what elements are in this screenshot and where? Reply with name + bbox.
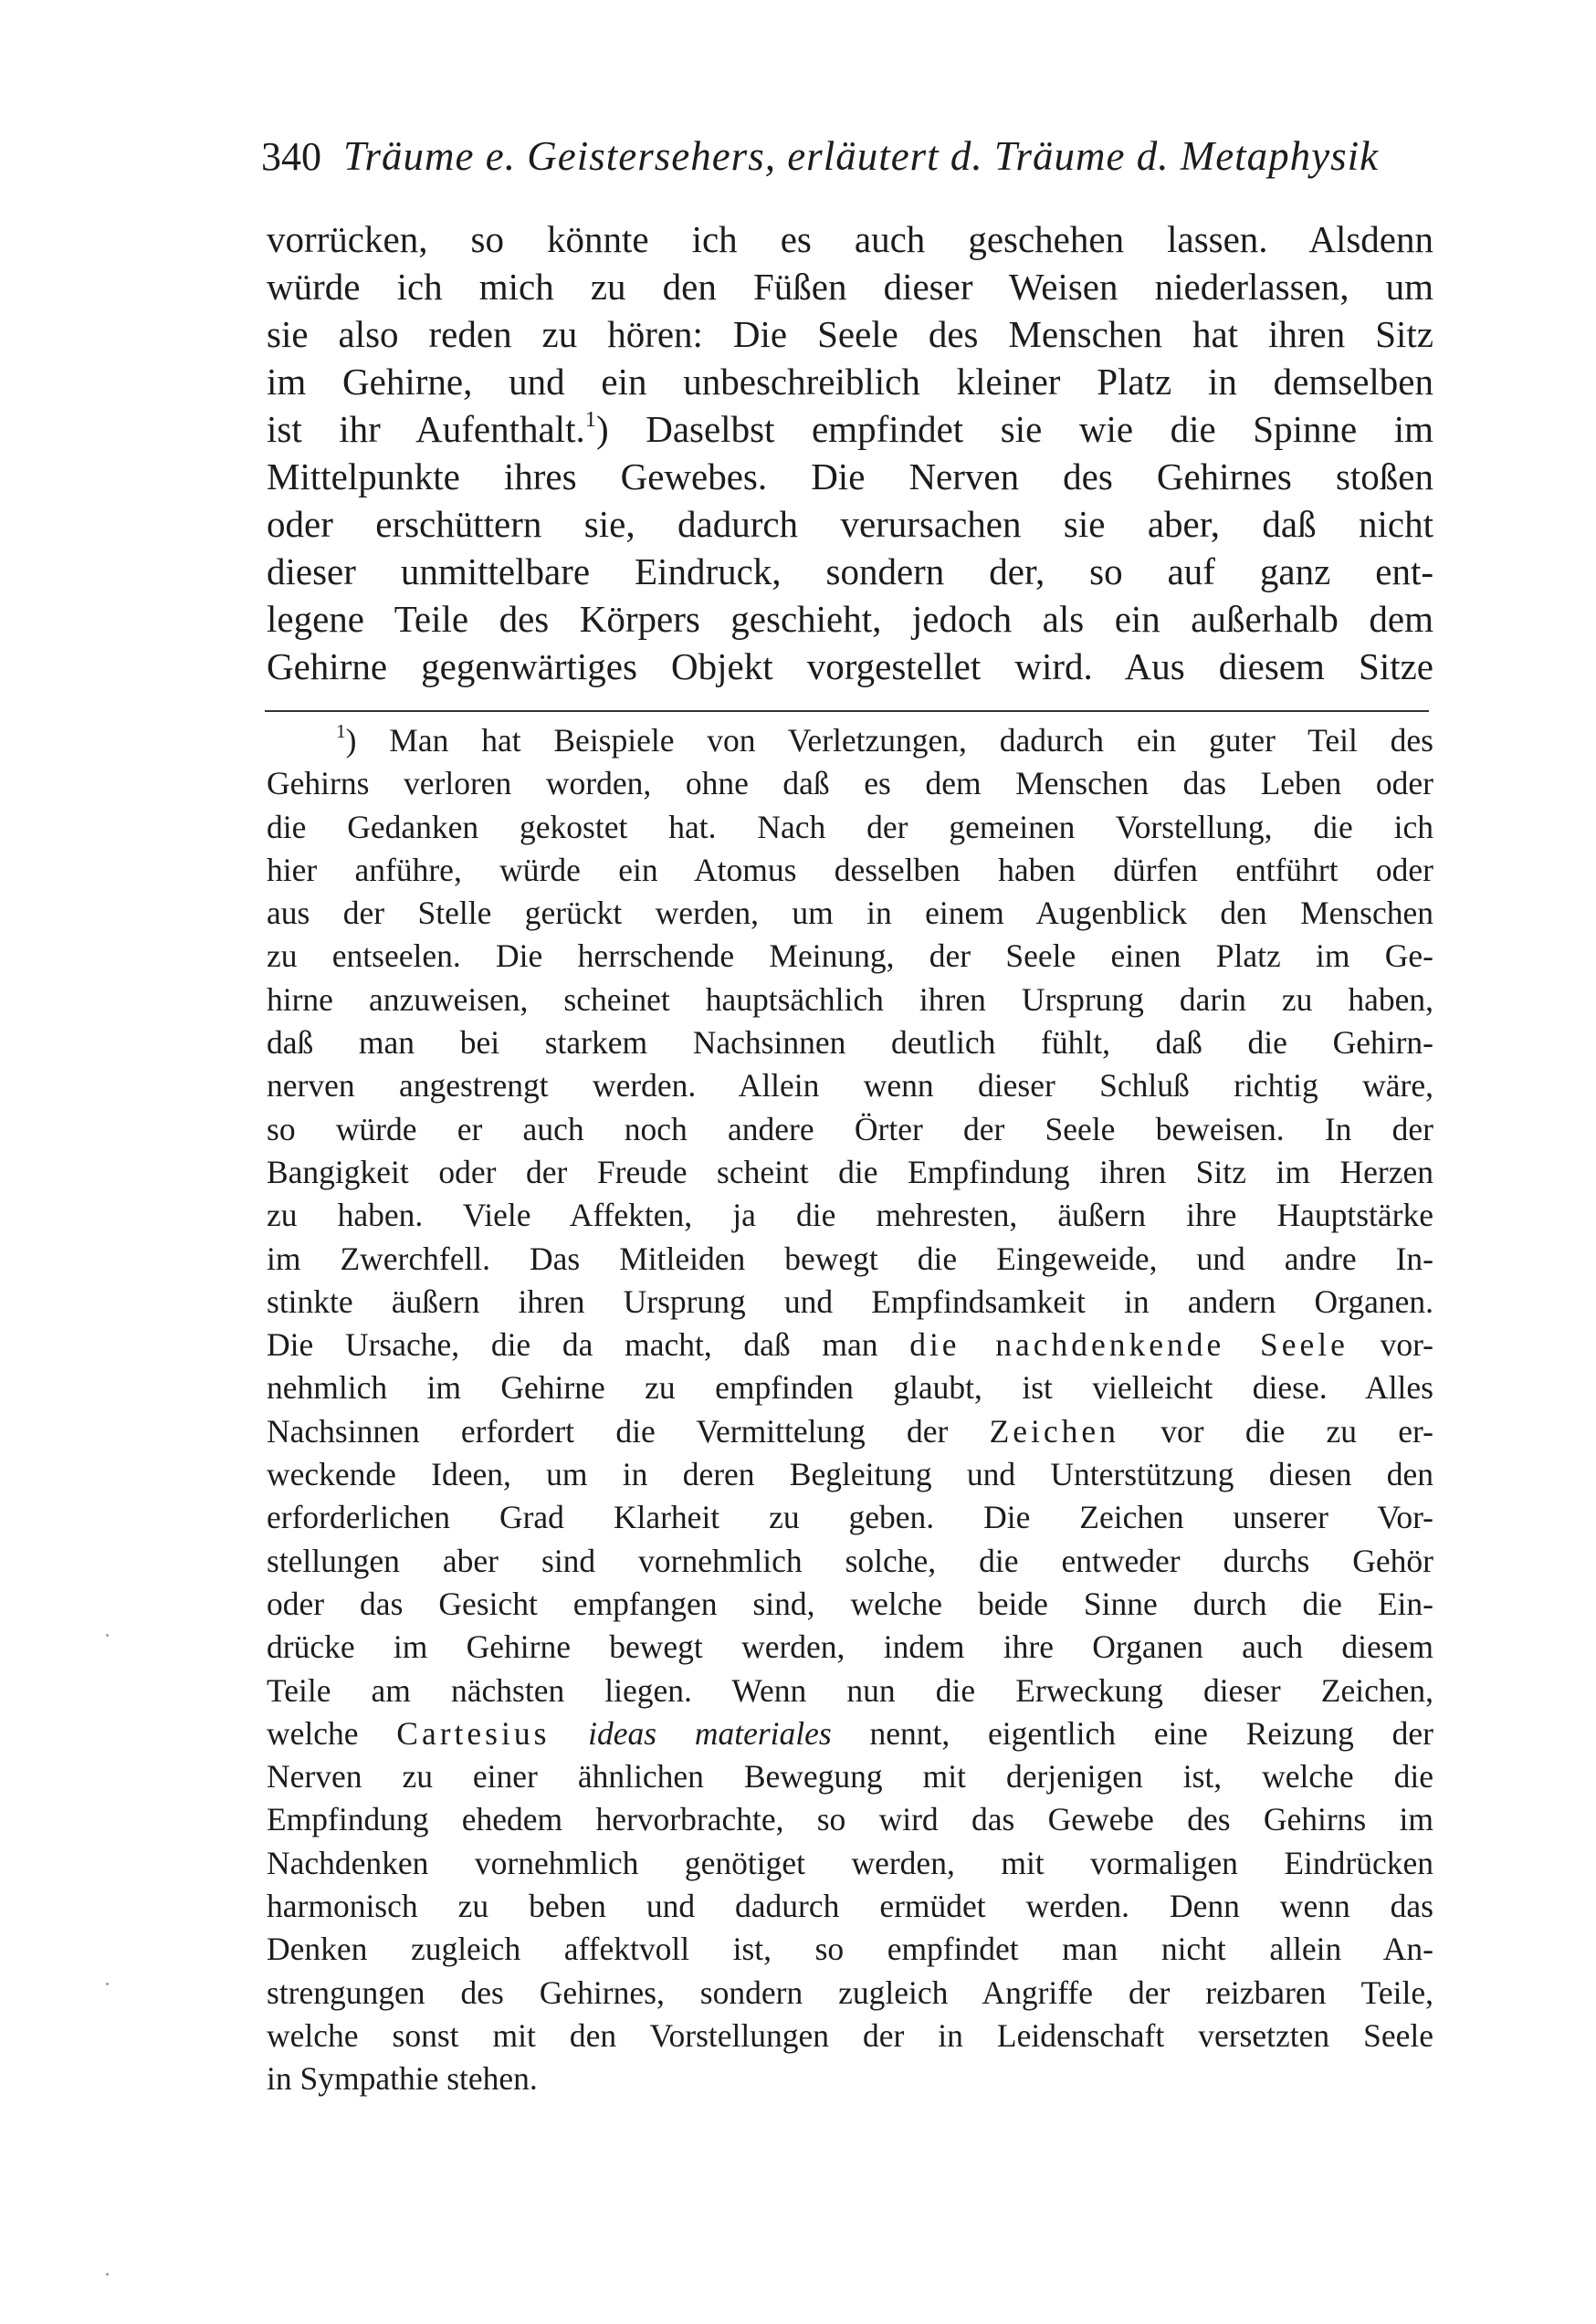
text-segment: nennt, eigentlich eine Reizung der (831, 1714, 1433, 1752)
footnote-line: nehmlich im Gehirne zu empfinden glaubt, ist vielleicht diese. Alles (267, 1369, 1433, 1407)
page-header (261, 124, 1439, 188)
footnote-line: Teile am nächsten liegen. Wenn nun die Erweckung dieser Zeichen, (267, 1671, 1433, 1709)
page-speck (106, 1983, 109, 1985)
footnote-line: welche sonst mit den Vorstellungen der in Leidenschaft versetzten Seele (267, 2016, 1433, 2054)
footnote-line: drücke im Gehirne bewegt werden, indem ihre Organen auch diesem (267, 1628, 1433, 1666)
text-line: sie also reden zu hören: Die Seele des Menschen hat ihren Sitz (267, 313, 1433, 355)
footnote-line: daß man bei starkem Nachsinnen deutlich fühlt, daß die Gehirn- (267, 1024, 1433, 1062)
footnote-line (267, 1324, 1433, 1366)
footnote-line: die Gedanken gekostet hat. Nach der gemeinen Vorstellung, die ich (267, 808, 1433, 845)
text-segment: ) Man hat Beispiele von Verletzungen, dadurch ein guter Teil des (345, 722, 1433, 759)
text-line: vorrücken, so könnte ich es auch geschehen lassen. Alsdenn (267, 218, 1433, 260)
text-line: legene Teile des Körpers geschieht, jedoch als ein außerhalb dem (267, 598, 1433, 640)
text-segment: welche (267, 1714, 397, 1752)
emphasized-text: Zeichen (989, 1412, 1119, 1450)
page-number: 340 (261, 134, 321, 179)
footnote-line: Empfindung ehedem hervorbrachte, so wird das Gewebe des Gehirns im (267, 1801, 1433, 1838)
text-line: im Gehirne, und ein unbeschreiblich kleiner Platz in demselben (267, 361, 1433, 403)
emphasized-text: die nachdenkende Seele (909, 1326, 1349, 1364)
footnote-line: Gehirns verloren worden, ohne daß es dem Menschen das Leben oder (267, 765, 1433, 802)
text-line: Gehirne gegenwärtiges Objekt vorgestellet wird. Aus diesem Sitze (267, 645, 1433, 687)
footnote-line: hier anführe, würde ein Atomus desselben haben dürfen entführt oder (267, 851, 1433, 888)
footnote-line: harmonisch zu beben und dadurch ermüdet werden. Denn wenn das (267, 1888, 1433, 1925)
text-line: würde ich mich zu den Füßen dieser Weisen niederlassen, um (267, 266, 1433, 308)
text-segment: Nachsinnen erfordert die Vermittelung der (267, 1412, 990, 1450)
footnote-line: Nerven zu einer ähnlichen Bewegung mit derjenigen ist, welche die (267, 1758, 1433, 1795)
footnote-line: erforderlichen Grad Klarheit zu geben. Die Zeichen unserer Vor- (267, 1499, 1433, 1536)
italic-text: ideas materiales (588, 1714, 832, 1752)
footnote-line: nerven angestrengt werden. Allein wenn dieser Schluß richtig wäre, (267, 1067, 1433, 1104)
text-line: Mittelpunkte ihres Gewebes. Die Nerven des Gehirnes stoßen (267, 455, 1433, 497)
footnote-line (267, 719, 1433, 762)
text-segment (550, 1715, 588, 1752)
text-line (267, 405, 1433, 453)
footnote-line: hirne anzuweisen, scheinet hauptsächlich ihren Ursprung darin zu haben, (267, 980, 1433, 1018)
text-line: oder erschüttern sie, dadurch verursachen sie aber, daß nicht (267, 503, 1433, 545)
footnote-line: oder das Gesicht empfangen sind, welche beide Sinne durch die Ein- (267, 1585, 1433, 1622)
footnote-line: stinkte äußern ihren Ursprung und Empfindsamkeit in andern Organen. (267, 1282, 1433, 1320)
text-segment: vor- (1348, 1326, 1433, 1364)
footnote-divider (265, 710, 1429, 712)
footnote-line: Nachdenken vornehmlich genötiget werden, mit vormaligen Eindrücken (267, 1844, 1433, 1881)
page-speck (106, 2273, 109, 2276)
running-title: Träume e. Geistersehers, erläutert d. Träume d. Metaphysik (343, 133, 1380, 179)
footnote-line: aus der Stelle gerückt werden, um in einem Augenblick den Menschen (267, 895, 1433, 932)
footnote-line: strengungen des Gehirnes, sondern zugleich Angriffe der reizbaren Teile, (267, 1973, 1433, 2011)
page-speck (106, 1634, 109, 1637)
text-line: dieser unmittelbare Eindruck, sondern der, so auf ganz ent- (267, 550, 1433, 592)
footnote-line: zu entseelen. Die herrschende Meinung, der Seele einen Platz im Ge- (267, 937, 1433, 975)
footnote-line: Denken zugleich affektvoll ist, so empfindet man nicht allein An- (267, 1931, 1433, 1968)
footnote-line (267, 1712, 1433, 1755)
footnote-line: stellungen aber sind vornehmlich solche, die entweder durchs Gehör (267, 1542, 1433, 1579)
footnote-line: zu haben. Viele Affekten, ja die mehresten, äußern ihre Hauptstärke (267, 1197, 1433, 1234)
text-segment: vor die zu er- (1118, 1412, 1433, 1450)
footnote-line: weckende Ideen, um in deren Begleitung und Unterstützung diesen den (267, 1456, 1433, 1493)
text-segment: Die Ursache, die da macht, daß man (267, 1326, 910, 1364)
footnote-line: so würde er auch noch andere Örter der Seele beweisen. In der (267, 1110, 1433, 1147)
footnote-line (267, 1410, 1433, 1453)
footnote-line: in Sympathie stehen. (267, 2060, 538, 2098)
footnote (267, 719, 1433, 2101)
footnote-line: im Zwerchfell. Das Mitleiden bewegt die Eingeweide, und andre In- (267, 1240, 1433, 1277)
main-text (267, 215, 1433, 690)
footnote-line: Bangigkeit oder der Freude scheint die Empfindung ihren Sitz im Herzen (267, 1153, 1433, 1190)
emphasized-text: Cartesius (396, 1714, 551, 1752)
footnote-reference: 1 (584, 406, 597, 432)
footnote-marker: 1 (336, 720, 346, 743)
text-segment: ) Daselbst empfindet sie wie die Spinne im (596, 408, 1433, 450)
text-segment: ist ihr Aufenthalt. (267, 408, 585, 450)
